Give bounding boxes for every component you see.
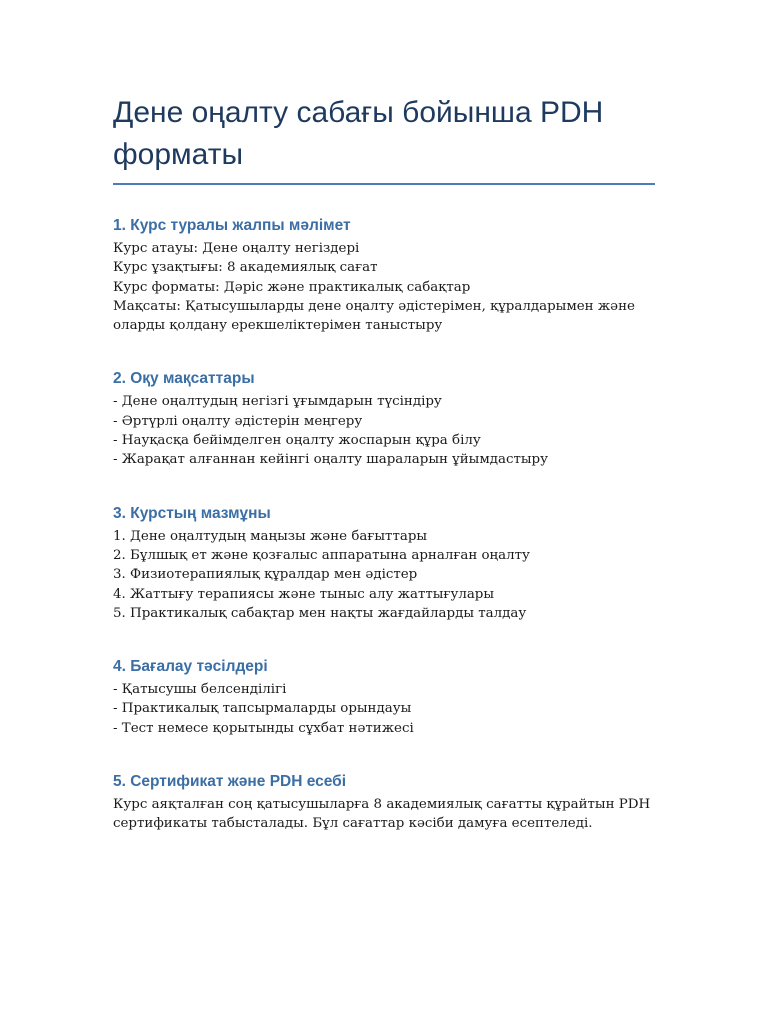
section-body [113,795,655,834]
info-line: Курс атауы: Дене оңалту негіздері [113,241,360,256]
list-item: 4. Жаттығу терапиясы және тыныс алу жаттығулары [113,586,495,602]
info-paragraph: Мақсаты: Қатысушыларды дене оңалту әдістерімен, құралдарымен және оларды қолдану ерекшеліктерімен таныстыру [113,298,635,334]
list-item: 5. Практикалық сабақтар мен нақты жағдайларды талдау [113,605,527,621]
section-general-info [113,216,655,335]
section-course-content [113,504,655,623]
list-item: - Практикалық тапсырмаларды орындауы [113,701,412,717]
document-title: Дене оңалту сабағы бойынша PDH форматы [113,92,655,185]
section-body [113,239,655,335]
list-item: 1. Дене оңалтудың маңызы және бағыттары [113,528,428,544]
section-body [113,527,655,623]
section-heading: 3. Курстың мазмұны [113,504,271,522]
list-item: - Науқасқа бейімделген оңалту жоспарын құра білу [113,433,481,449]
section-certificate [113,772,655,834]
section-heading: 2. Оқу мақсаттары [113,370,255,388]
list-item: - Жарақат алғаннан кейінгі оңалту шараларын ұйымдастыру [113,452,548,468]
list-item: - Әртүрлі оңалту әдістерін меңгеру [113,413,363,429]
section-body [113,392,655,469]
section-body [113,680,655,738]
list-item: 3. Физиотерапиялық құралдар мен әдістер [113,567,418,583]
section-assessment [113,657,655,738]
list-item: 2. Бұлшық ет және қозғалыс аппаратына арналған оңалту [113,547,530,563]
list-item: - Қатысушы белсенділігі [113,682,287,698]
list-item: - Дене оңалтудың негізгі ұғымдарын түсіндіру [113,394,442,410]
section-learning-goals [113,369,655,469]
document-page [113,92,655,834]
info-line: Курс ұзақтығы: 8 академиялық сағат [113,260,378,276]
list-item: - Тест немесе қорытынды сұхбат нәтижесі [113,720,414,736]
info-line: Курс форматы: Дәріс және практикалық сабақтар [113,279,471,295]
section-heading: 4. Бағалау тәсілдері [113,658,268,676]
certificate-paragraph: Курс аяқталған соң қатысушыларға 8 академиялық сағатты құрайтын PDH сертификаты табысталады. Бұл сағаттар кәсіби дамуға есептеледі. [113,797,651,832]
section-heading: 5. Сертификат және PDH есебі [113,773,347,791]
section-heading: 1. Курс туралы жалпы мәлімет [113,217,351,234]
